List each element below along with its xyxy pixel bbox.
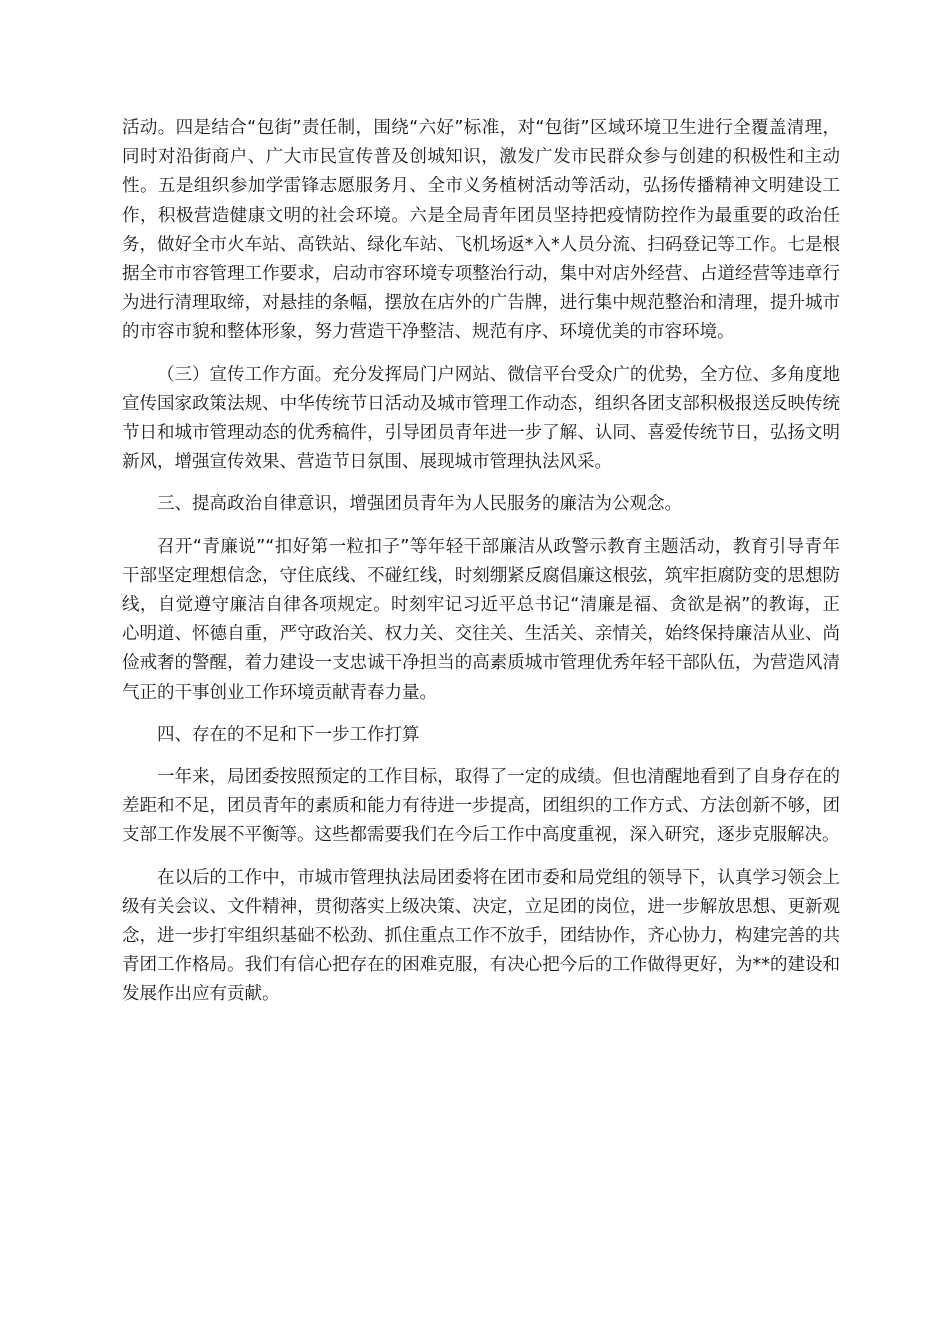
paragraph-integrity-education: 召开“青廉说”“扣好第一粒扣子”等年轻干部廉洁从政警示教育主题活动，教育引导青年干部坚定理想信念，守住底线、不碰红线，时刻绷紧反腐倡廉这根弦，筑牢拒腐防变的思想防线，自觉遵守廉洁自律各项规定。时刻牢记习近平总书记“清廉是福、贪欲是祸”的教诲，正心明道、怀德自重，严守政治关、权力关、交往关、生活关、亲情关，始终保持廉洁从业、尚俭戒奢的警醒，着力建设一支忠诚干净担当的高素质城市管理优秀年轻干部队伍，为营造风清气正的干事创业工作环境贡献青春力量。 — [122, 536, 840, 703]
paragraph-activities-continuation: 活动。四是结合“包街”责任制，围绕“六好”标准，对“包街”区域环境卫生进行全覆盖清理，同时对沿街商户、广大市民宣传普及创城知识，激发广发市民群众参与创建的积极性和主动性。五是组织参加学雷锋志愿服务月、全市义务植树活动等活动，弘扬传播精神文明建设工作，积极营造健康文明的社会环境。六是全局青年团员坚持把疫情防控作为最重要的政治任务，做好全市火车站、高铁站、绿化车站、飞机场返*入*人员分流、扫码登记等工作。七是根据全市市容管理工作要求，启动市容环境专项整治行动，集中对店外经营、占道经营等违章行为进行清理取缔，对悬挂的条幅，摆放在店外的广告牌，进行集中规范整治和清理，提升城市的市容市貌和整体形象，努力营造干净整洁、规范有序、环境优美的市容环境。 — [122, 118, 840, 343]
paragraph-shortcomings: 一年来，局团委按照预定的工作目标，取得了一定的成绩。但也清醒地看到了自身存在的差距和不足，团员青年的素质和能力有待进一步提高，团组织的工作方式、方法创新不够，团支部工作发展不平衡等。这些都需要我们在今后工作中高度重视，深入研究，逐步克服解决。 — [122, 767, 840, 846]
paragraph-publicity-work: （三）宣传工作方面。充分发挥局门户网站、微信平台受众广的优势，全方位、多角度地宣传国家政策法规、中华传统节日活动及城市管理工作动态，组织各团支部积极报送反映传统节日和城市管理动态的优秀稿件，引导团员青年进一步了解、认同、喜爱传统节日，弘扬文明新风，增强宣传效果、营造节日氛围、展现城市管理执法风采。 — [122, 364, 840, 473]
paragraph-next-steps: 在以后的工作中，市城市管理执法局团委将在团市委和局党组的领导下，认真学习领会上级有关会议、文件精神，贯彻落实上级决策、决定，立足团的岗位，进一步解放思想、更新观念，进一步打牢组织基础不松劲、抓住重点工作不放手，团结协作，齐心协力，构建完善的共青团工作格局。我们有信心把存在的困难克服，有决心把今后的工作做得更好，为**的建设和发展作出应有贡献。 — [122, 867, 840, 1005]
section-heading-political-discipline: 三、提高政治自律意识，增强团员青年为人民服务的廉洁为公观念。 — [157, 494, 682, 515]
document-body — [122, 114, 840, 1023]
section-heading-shortcomings-plans: 四、存在的不足和下一步工作打算 — [157, 724, 420, 745]
